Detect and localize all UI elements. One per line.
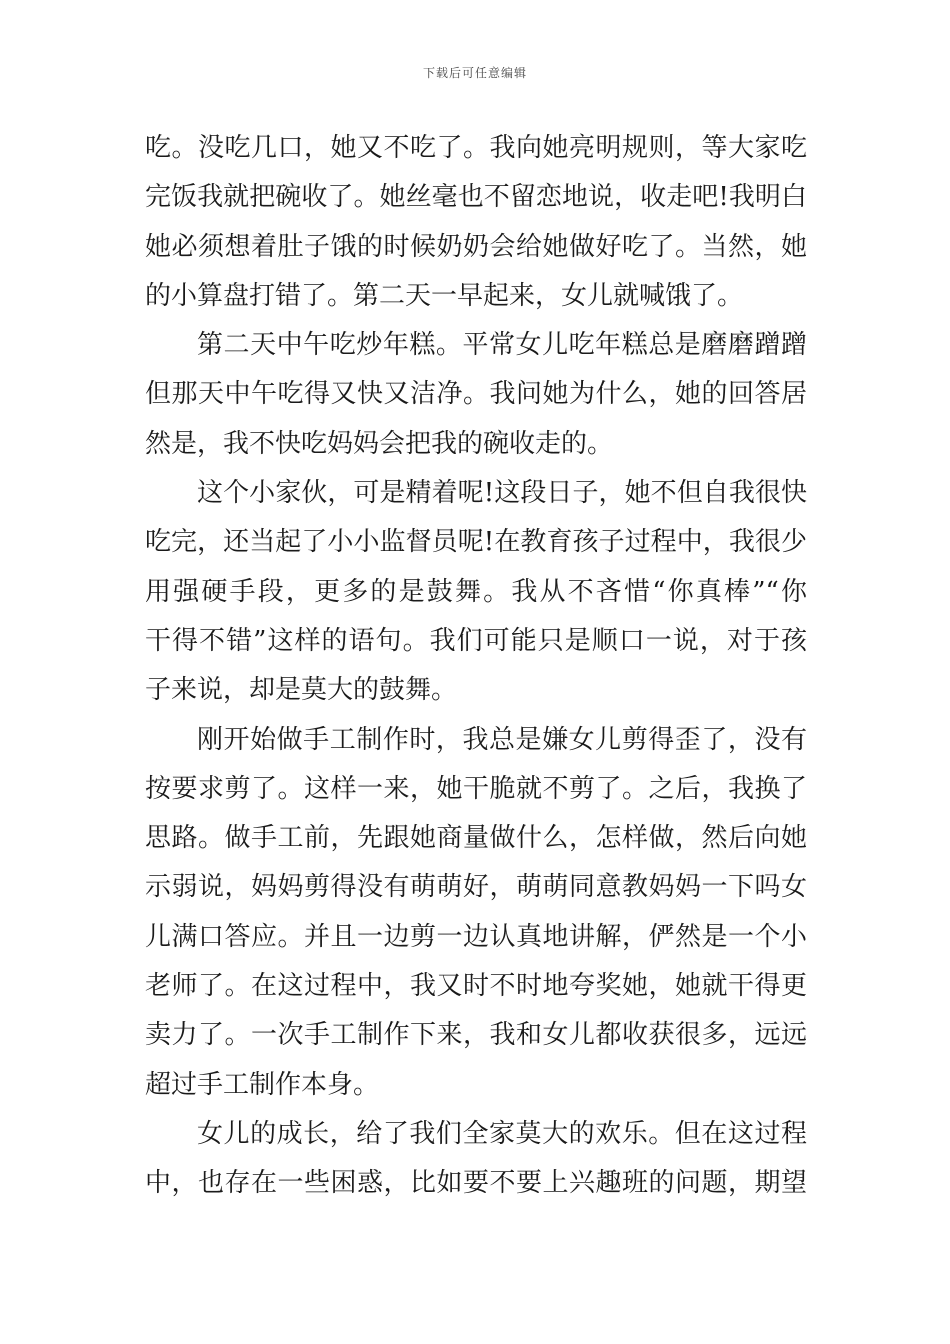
text-line: 她必须想着肚子饿的时候奶奶会给她做好吃了。当然，她 [145,231,807,262]
text-line: 的小算盘打错了。第二天一早起来，女儿就喊饿了。 [145,280,744,311]
text-line: 吃。没吃几口，她又不吃了。我向她亮明规则，等大家吃 [145,133,807,163]
paragraph [145,321,807,469]
text-line: 老师了。在这过程中，我又时不时地夸奖她，她就干得更 [145,971,807,1002]
text-line: 女儿的成长，给了我们全家莫大的欢乐。但在这过程 [197,1118,807,1149]
page-header: 下载后可任意编辑 [422,66,527,80]
paragraph [145,469,807,715]
text-line: 示弱说，妈妈剪得没有萌萌好，萌萌同意教妈妈一下吗女 [145,872,807,903]
text-line: 第二天中午吃炒年糕。平常女儿吃年糕总是磨磨蹭蹭 [197,330,807,361]
text-line: 但那天中午吃得又快又洁净。我问她为什么，她的回答居 [145,379,807,410]
text-line: 干得不错”这样的语句。我们可能只是顺口一说，对于孩 [145,625,807,656]
paragraph [145,716,807,1110]
text-line: 卖力了。一次手工制作下来，我和女儿都收获很多，远远 [145,1020,807,1051]
document-body [145,124,807,1209]
text-line: 中，也存在一些困惑，比如要不要上兴趣班的问题，期望 [145,1168,807,1199]
text-line: 用强硬手段，更多的是鼓舞。我从不吝惜“你真棒”“你 [145,576,807,607]
text-line: 完饭我就把碗收了。她丝毫也不留恋地说，收走吧!我明白 [145,182,807,213]
text-line: 儿满口答应。并且一边剪一边认真地讲解，俨然是一个小 [145,921,807,952]
text-line: 这个小家伙，可是精着呢!这段日子，她不但自我很快 [197,478,807,509]
text-line: 思路。做手工前，先跟她商量做什么，怎样做，然后向她 [145,823,807,854]
text-line: 子来说，却是莫大的鼓舞。 [145,675,458,706]
text-line: 刚开始做手工制作时，我总是嫌女儿剪得歪了，没有 [197,724,807,755]
text-line: 然是，我不快吃妈妈会把我的碗收走的。 [145,428,614,459]
text-line: 按要求剪了。这样一来，她干脆就不剪了。之后，我换了 [145,773,807,804]
paragraph [145,1110,807,1209]
text-line: 吃完，还当起了小小监督员呢!在教育孩子过程中，我很少 [145,527,807,558]
text-line: 超过手工制作本身。 [145,1069,380,1100]
paragraph [145,124,807,321]
